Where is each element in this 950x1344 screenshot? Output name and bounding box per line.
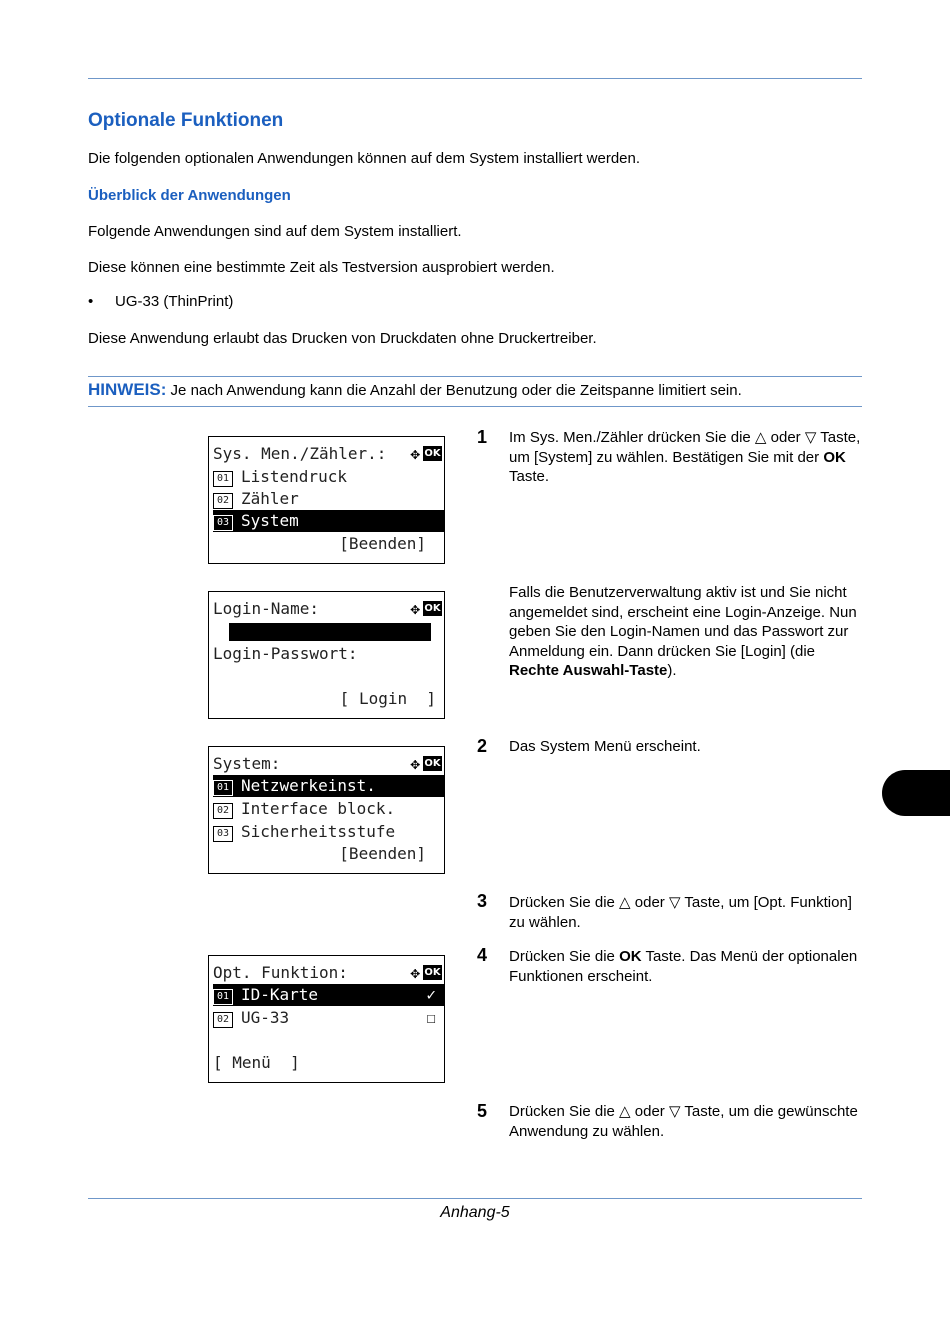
cross-arrows-icon: ✥ bbox=[410, 599, 420, 618]
login-name-field bbox=[229, 623, 431, 641]
cross-arrows-icon: ✥ bbox=[410, 963, 420, 982]
softkey-login: [ Login ] bbox=[339, 689, 436, 708]
lcd-title: Sys. Men./Zähler.: bbox=[213, 444, 387, 463]
note-bottom-rule bbox=[88, 406, 862, 407]
ok-key-icon: OK bbox=[424, 758, 441, 769]
ok-key-icon: OK bbox=[424, 448, 441, 459]
checkbox-empty-icon: ☐ bbox=[426, 1008, 436, 1027]
step-text: Im Sys. Men./Zähler drücken Sie die △ oder ▽ Taste, um [System] zu wählen. Bestätigen Sie mit der OK Taste. bbox=[509, 429, 861, 485]
lcd-optfunktion bbox=[208, 955, 445, 1083]
subsection-title: Überblick der Anwendungen bbox=[88, 187, 291, 204]
note-text: Je nach Anwendung kann die Anzahl der Benutzung oder die Zeitspanne limitiert sein. bbox=[166, 382, 742, 399]
page-number: Anhang-5 bbox=[440, 1204, 510, 1221]
login-info-text: Falls die Benutzerverwaltung aktiv ist und Sie nicht angemeldet sind, erscheint eine Login-Anzeige. Nun geben Sie den Login-Namen und das Passwort zur Anmeldung ein. Dann drücken Sie [Login] (die Rechte Auswahl-Taste). bbox=[509, 584, 857, 679]
login-name-label: Login-Name: bbox=[213, 599, 319, 618]
chapter-tab-marker bbox=[882, 770, 950, 816]
page-footer bbox=[0, 1204, 950, 1222]
step-number: 2 bbox=[477, 736, 488, 756]
section-title: Optionale Funktionen bbox=[88, 110, 284, 131]
note-top-rule bbox=[88, 376, 862, 377]
num-icon: 02 bbox=[213, 1012, 233, 1028]
menu-item-id-karte-selected: ID-Karte bbox=[241, 985, 319, 1004]
softkey-menu: [ Menü ] bbox=[213, 1053, 300, 1072]
step-number: 4 bbox=[477, 945, 488, 965]
paragraph-2: Diese können eine bestimmte Zeit als Testversion ausprobiert werden. bbox=[88, 259, 555, 276]
menu-item-sicherheitsstufe: Sicherheitsstufe bbox=[241, 822, 396, 841]
menu-item-ug-33: UG-33 bbox=[241, 1008, 290, 1027]
lcd-system bbox=[208, 746, 445, 874]
num-icon: 01 bbox=[213, 989, 233, 1005]
step-number: 3 bbox=[477, 891, 488, 911]
num-icon: 02 bbox=[213, 803, 233, 819]
softkey-beenden: [Beenden] bbox=[339, 844, 426, 863]
menu-item-interface-block: Interface block. bbox=[241, 799, 396, 818]
lcd-title: System: bbox=[213, 754, 281, 773]
top-rule bbox=[88, 78, 862, 79]
intro-text: Die folgenden optionalen Anwendungen können auf dem System installiert werden. bbox=[88, 150, 641, 167]
footer-rule bbox=[88, 1198, 862, 1199]
ok-key-icon: OK bbox=[424, 603, 441, 614]
num-icon: 02 bbox=[213, 493, 233, 509]
num-icon: 01 bbox=[213, 780, 233, 796]
menu-item-netzwerkeinst-selected: Netzwerkeinst. bbox=[241, 776, 376, 795]
menu-item-system-selected: System bbox=[241, 511, 299, 530]
step-number: 5 bbox=[477, 1101, 488, 1121]
menu-item-zaehler: Zähler bbox=[241, 489, 299, 508]
note-label: HINWEIS: bbox=[88, 380, 167, 399]
num-icon: 01 bbox=[213, 471, 233, 487]
paragraph-3: Diese Anwendung erlaubt das Drucken von Druckdaten ohne Druckertreiber. bbox=[88, 330, 597, 347]
step-number: 1 bbox=[477, 427, 488, 447]
ok-key-icon: OK bbox=[424, 967, 441, 978]
paragraph-1: Folgende Anwendungen sind auf dem System installiert. bbox=[88, 223, 462, 240]
cross-arrows-icon: ✥ bbox=[410, 754, 420, 773]
num-icon: 03 bbox=[213, 826, 233, 842]
menu-item-listendruck: Listendruck bbox=[241, 467, 347, 486]
login-password-label: Login-Passwort: bbox=[213, 644, 358, 663]
lcd-sysmenu bbox=[208, 436, 445, 564]
step-text: Drücken Sie die △ oder ▽ Taste, um [Opt. Funktion] zu wählen. bbox=[509, 894, 852, 931]
step-text: Das System Menü erscheint. bbox=[509, 738, 701, 755]
softkey-beenden: [Beenden] bbox=[339, 534, 426, 553]
checkmark-icon: ✓ bbox=[426, 985, 436, 1004]
lcd-title: Opt. Funktion: bbox=[213, 963, 348, 982]
bullet-symbol: • bbox=[88, 293, 94, 310]
lcd-login bbox=[208, 591, 445, 719]
cross-arrows-icon: ✥ bbox=[410, 444, 420, 463]
step-text: Drücken Sie die OK Taste. Das Menü der optionalen Funktionen erscheint. bbox=[509, 948, 858, 985]
note bbox=[88, 380, 742, 400]
bullet-item: UG-33 (ThinPrint) bbox=[115, 293, 234, 310]
step-text: Drücken Sie die △ oder ▽ Taste, um die gewünschte Anwendung zu wählen. bbox=[509, 1103, 858, 1140]
num-icon: 03 bbox=[213, 515, 233, 531]
